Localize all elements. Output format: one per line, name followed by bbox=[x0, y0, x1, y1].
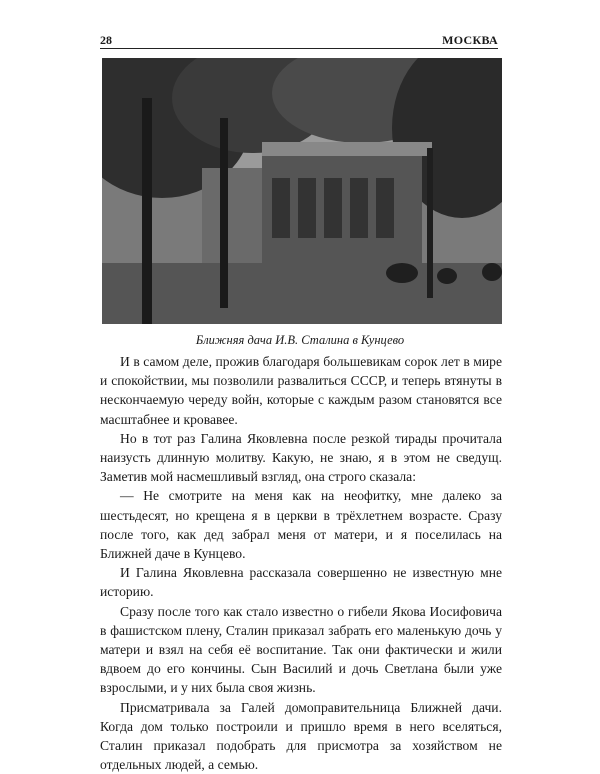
dacha-photo bbox=[102, 58, 502, 324]
running-header bbox=[100, 33, 498, 49]
paragraph: Сразу после того как стало известно о гибели Якова Иосифовича в фашистском плену, Сталин приказал забрать его маленькую дочь у матери и взял на себя её воспитание. Так они фактически и жили вдвоем до его кончины. Сын Василий и дочь Светлана были уже взрослыми, и у них была своя жизнь. bbox=[100, 603, 502, 696]
page-number: 28 bbox=[100, 33, 112, 47]
paragraph: И Галина Яковлевна рассказала совершенно не известную мне историю. bbox=[100, 565, 502, 600]
paragraph: Но в тот раз Галина Яковлевна после резкой тирады прочитала наизусть длинную молитву. Какую, не знаю, я в этом не сведущ. Заметив мой насмешливый взгляд, она строго сказала: bbox=[100, 430, 502, 485]
paragraph: И в самом деле, прожив благодаря большевикам сорок лет в мире и спокойствии, мы позволили развалиться СССР, и теперь втянуты в нескончаемую череду войн, которые с каждым разом становятся все масштабнее и кровавее. bbox=[100, 354, 502, 427]
section-title: МОСКВА bbox=[442, 33, 498, 47]
header-rule bbox=[100, 48, 498, 49]
paragraph: — Не смотрите на меня как на неофитку, мне далеко за шестьдесят, но крещена я в церкви в трёхлетнем возрасте. Сразу после того, как дед забрал меня от матери, и я поселилась на Ближней даче в Кунцево. bbox=[100, 488, 502, 562]
body-text bbox=[100, 352, 502, 774]
paragraph: Присматривала за Галей домоправительница Ближней дачи. Когда дом только построили и пришло время в него вселяться, Сталин приказал подобрать для присмотра за хозяйством не отдельных людей, а семью. bbox=[100, 699, 502, 773]
photo-caption: Ближняя дача И.В. Сталина в Кунцево bbox=[195, 333, 405, 347]
